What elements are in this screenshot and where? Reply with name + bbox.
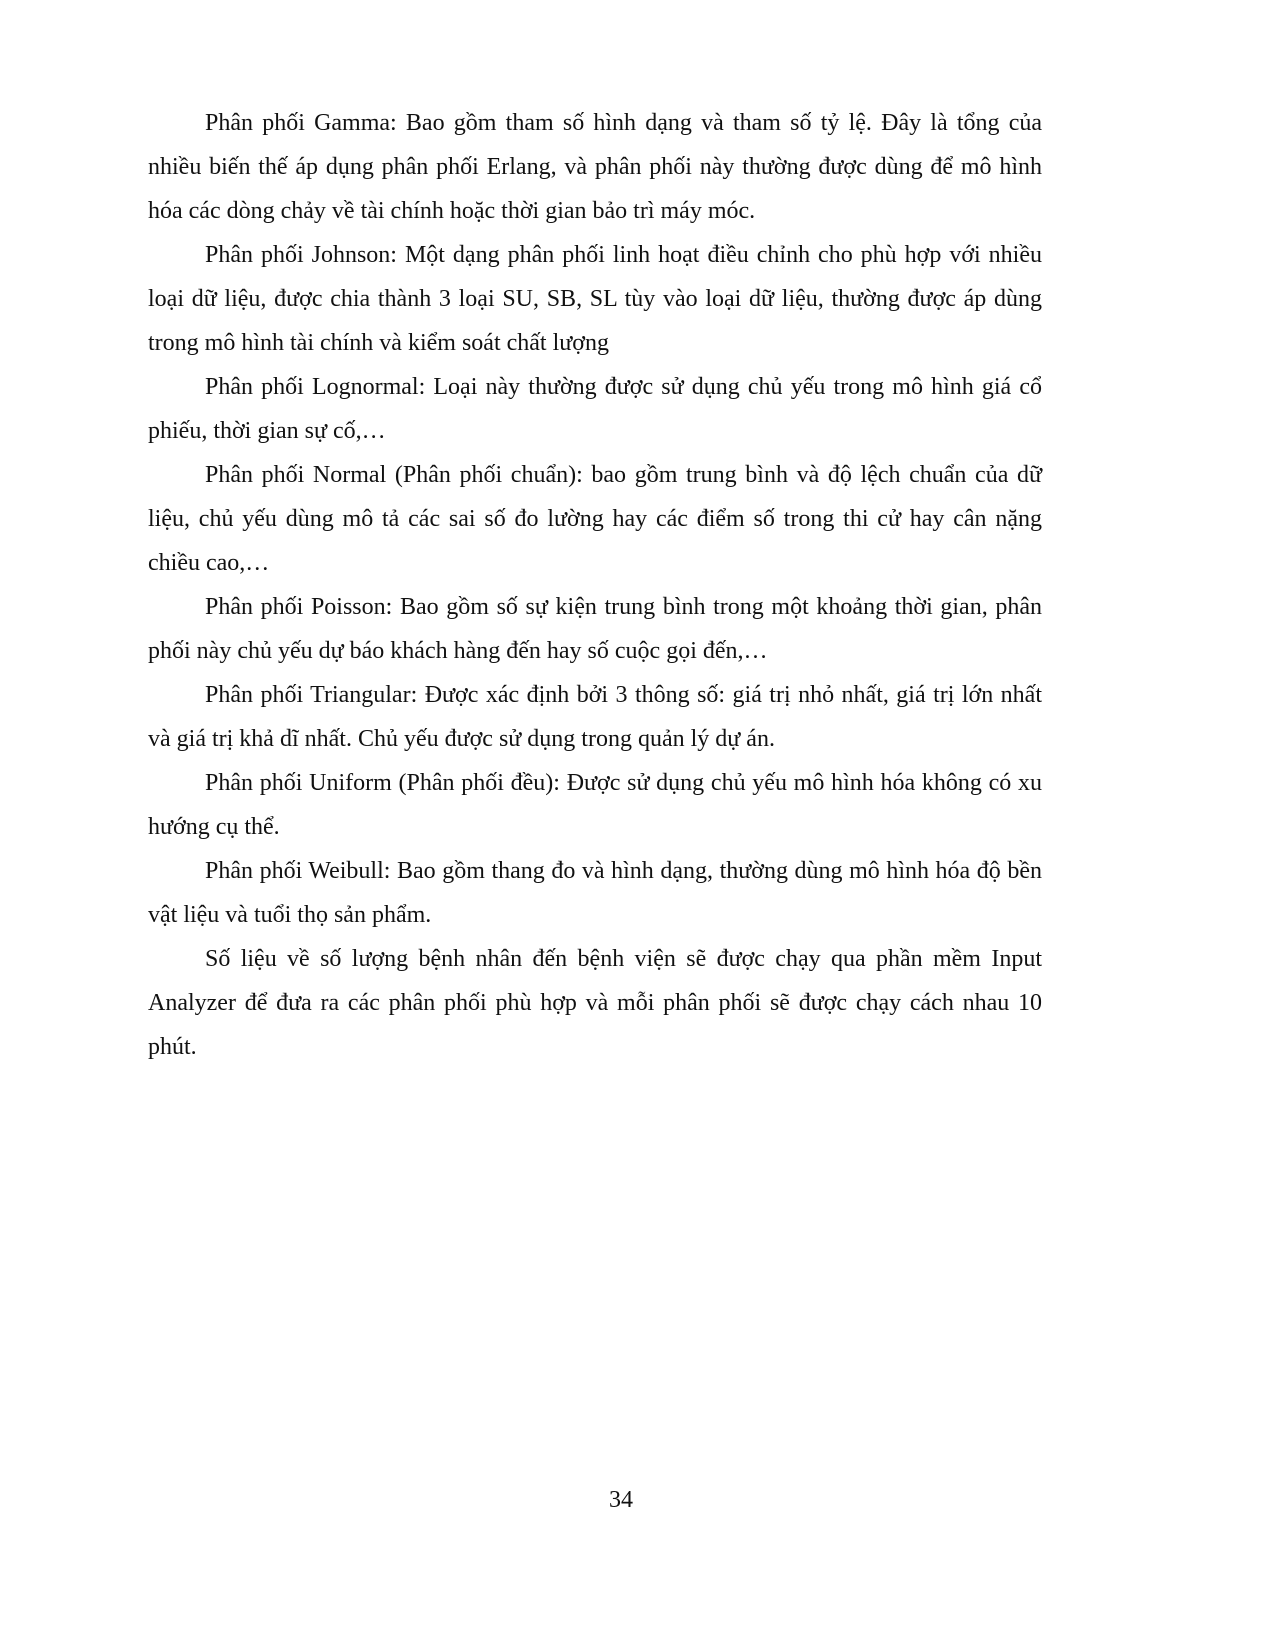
paragraph-weibull: Phân phối Weibull: Bao gồm thang đo và hình dạng, thường dùng mô hình hóa độ bền vật liệu và tuổi thọ sản phẩm. <box>148 858 1042 928</box>
paragraph-triangular: Phân phối Triangular: Được xác định bởi 3 thông số: giá trị nhỏ nhất, giá trị lớn nhất và giá trị khả dĩ nhất. Chủ yếu được sử dụng trong quản lý dự án. <box>148 682 1042 752</box>
paragraph-johnson: Phân phối Johnson: Một dạng phân phối linh hoạt điều chỉnh cho phù hợp với nhiều loại dữ liệu, được chia thành 3 loại SU, SB, SL tùy vào loại dữ liệu, thường được áp dùng trong mô hình tài chính và kiểm soát chất lượng <box>148 242 1042 356</box>
paragraph-normal: Phân phối Normal (Phân phối chuẩn): bao gồm trung bình và độ lệch chuẩn của dữ liệu, chủ yếu dùng mô tả các sai số đo lường hay các điểm số trong thi cử hay cân nặng chiều cao,… <box>148 462 1042 576</box>
paragraph-uniform: Phân phối Uniform (Phân phối đều): Được sử dụng chủ yếu mô hình hóa không có xu hướng cụ thể. <box>148 770 1042 840</box>
paragraph-gamma: Phân phối Gamma: Bao gồm tham số hình dạng và tham số tỷ lệ. Đây là tổng của nhiều biến thế áp dụng phân phối Erlang, và phân phối này thường được dùng để mô hình hóa các dòng chảy về tài chính hoặc thời gian bảo trì máy móc. <box>148 110 1042 224</box>
paragraph-poisson: Phân phối Poisson: Bao gồm số sự kiện trung bình trong một khoảng thời gian, phân phối này chủ yếu dự báo khách hàng đến hay số cuộc gọi đến,… <box>148 594 1042 664</box>
body-text <box>148 101 1042 1069</box>
page-number: 34 <box>609 1487 633 1513</box>
paragraph-lognormal: Phân phối Lognormal: Loại này thường được sử dụng chủ yếu trong mô hình giá cổ phiếu, thời gian sự cố,… <box>148 374 1042 444</box>
paragraph-input-analyzer: Số liệu về số lượng bệnh nhân đến bệnh viện sẽ được chạy qua phần mềm Input Analyzer để đưa ra các phân phối phù hợp và mỗi phân phối sẽ được chạy cách nhau 10 phút. <box>148 946 1042 1060</box>
